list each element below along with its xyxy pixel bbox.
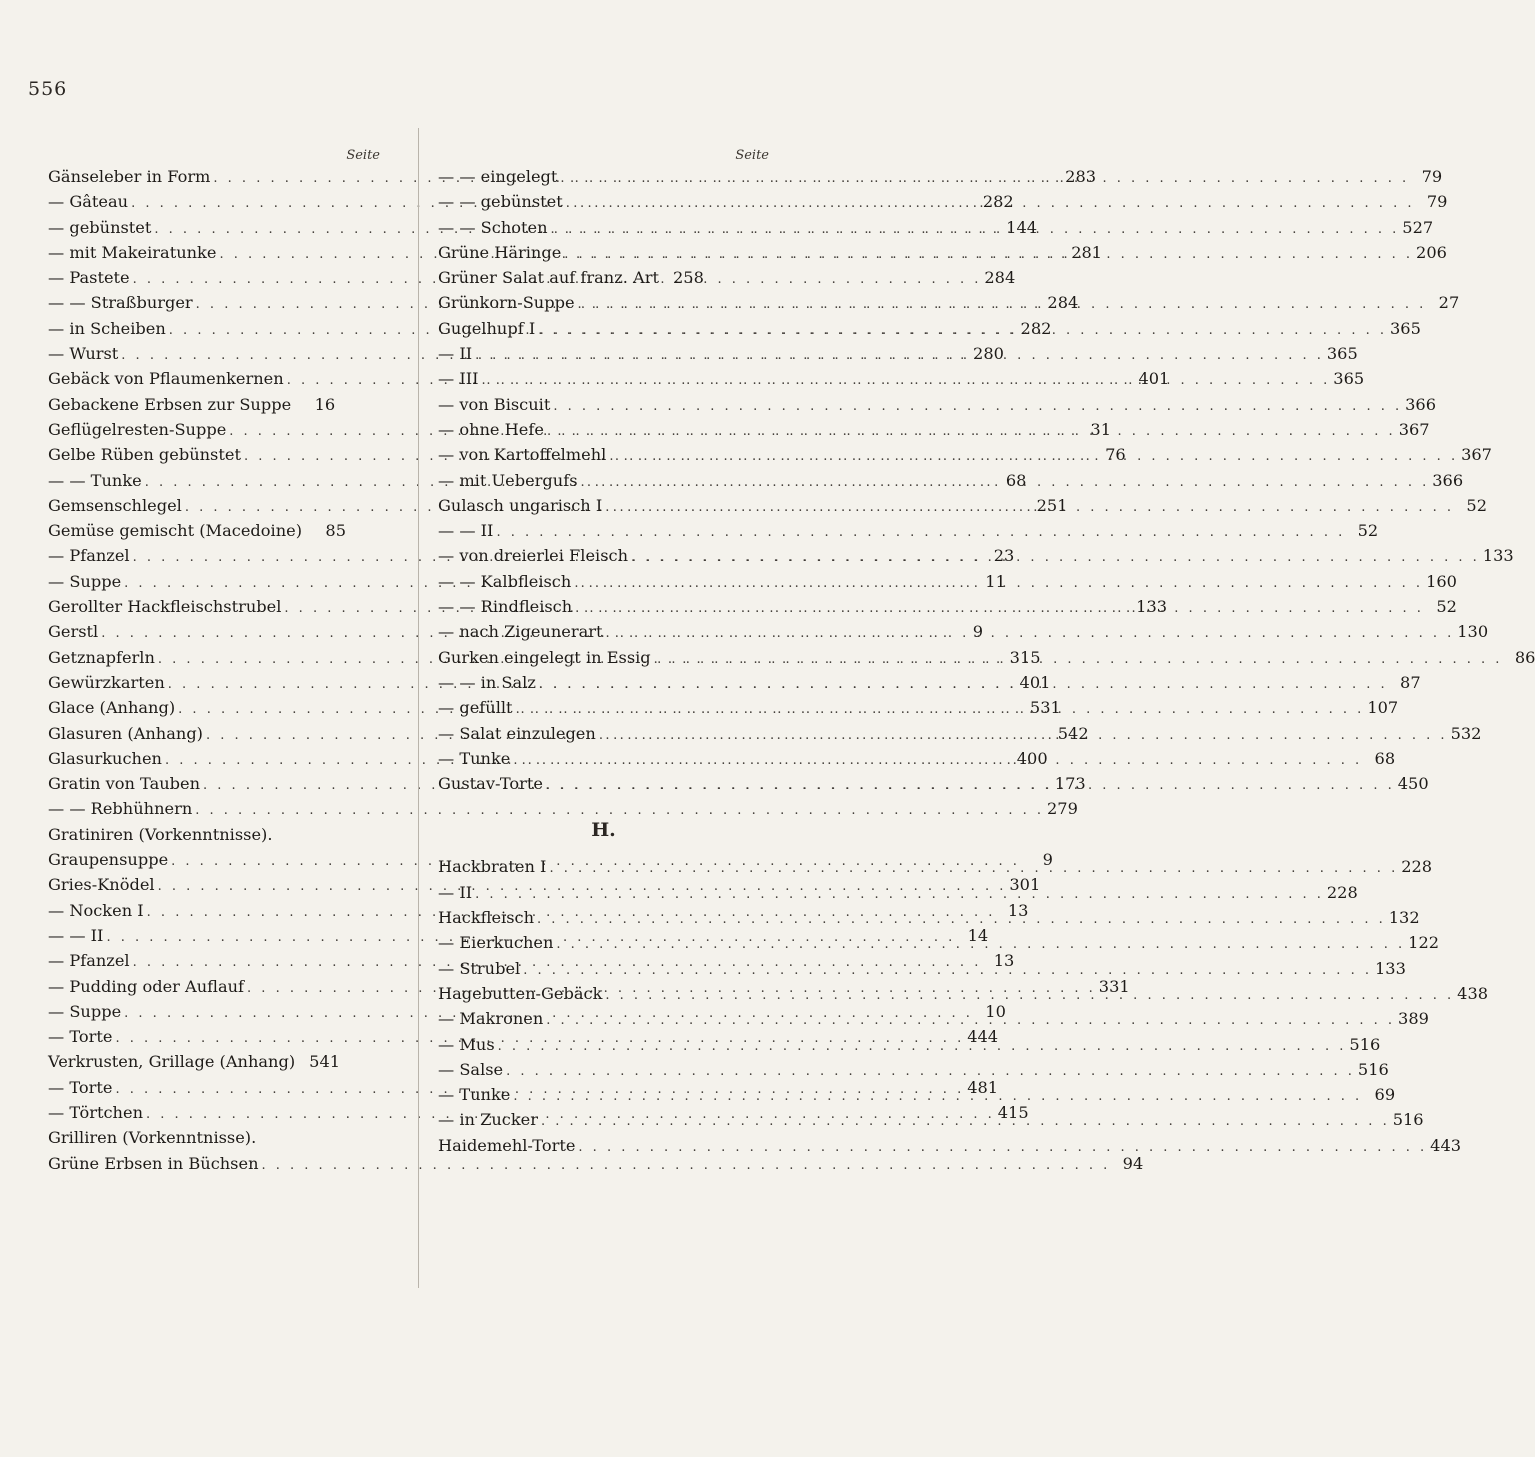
leader-dots bbox=[605, 495, 1454, 520]
entry-page: 133 bbox=[1374, 958, 1406, 978]
entry-page: 258 bbox=[672, 268, 704, 288]
leader-dots bbox=[560, 166, 1409, 191]
entry-page: 173 bbox=[1054, 774, 1086, 794]
entry-page: 10 bbox=[985, 1001, 1006, 1021]
entry-label: — Salse bbox=[438, 1059, 504, 1079]
entry-page: 283 bbox=[1065, 167, 1097, 186]
entry-label: Glasuren (Anhang) bbox=[48, 723, 203, 743]
entry-page: 516 bbox=[1349, 1034, 1381, 1054]
entry-page: 68 bbox=[1374, 748, 1396, 768]
entry-page: 284 bbox=[984, 268, 1016, 288]
leader-dots bbox=[605, 621, 1454, 646]
entry-page: 415 bbox=[997, 1102, 1029, 1122]
entry-page: 400 bbox=[1016, 748, 1048, 768]
entry-label: — Strubel bbox=[438, 958, 521, 978]
entry-page: 531 bbox=[1029, 698, 1061, 718]
leader-dots bbox=[578, 1135, 1427, 1160]
entry-page: 133 bbox=[1482, 546, 1514, 566]
entry-label: — von dreierlei Fleisch bbox=[438, 546, 629, 566]
index-entry bbox=[438, 619, 1489, 644]
entry-page: 133 bbox=[1136, 597, 1168, 617]
entry-page: 284 bbox=[1047, 293, 1079, 313]
entry-label: Gelbe Rüben gebünstet bbox=[48, 445, 241, 465]
entry-page: 76 bbox=[1105, 445, 1126, 465]
entry-label: — Nocken I bbox=[48, 900, 144, 920]
index-entry bbox=[48, 1151, 1144, 1176]
entry-label: — in Zucker bbox=[438, 1110, 538, 1130]
entry-label: Hackbraten I bbox=[438, 857, 547, 877]
entry-label: Gustav-Torte bbox=[438, 774, 543, 794]
entry-label: — — Rindfleisch bbox=[438, 597, 573, 617]
index-entry bbox=[438, 265, 769, 290]
entry-page: 9 bbox=[972, 622, 983, 642]
index-entry bbox=[48, 822, 380, 847]
entry-page: 251 bbox=[1036, 495, 1068, 515]
entry-label: — — II bbox=[438, 521, 494, 541]
entry-label: — Gâteau bbox=[48, 192, 129, 212]
entry-page: 9 bbox=[1042, 850, 1053, 870]
entry-page: 79 bbox=[1426, 192, 1448, 212]
entry-page: 282 bbox=[1020, 318, 1052, 338]
entry-page: 443 bbox=[1430, 1135, 1462, 1155]
entry-label: Gebackene Erbsen zur Suppe bbox=[48, 394, 292, 414]
leader-dots bbox=[498, 1034, 1347, 1059]
entry-label: — Suppe bbox=[48, 571, 122, 591]
leader-dots bbox=[553, 394, 1402, 419]
entry-page: 52 bbox=[1436, 597, 1457, 617]
entry-page: 280 bbox=[973, 344, 1004, 364]
index-entry bbox=[438, 956, 1406, 981]
leader-dots bbox=[482, 368, 1331, 393]
entry-page: 401 bbox=[1019, 672, 1051, 692]
leader-dots bbox=[475, 882, 1324, 907]
entry-label: Gulasch ungarisch I bbox=[438, 495, 603, 515]
entry-page: 366 bbox=[1432, 470, 1464, 490]
entry-label: — — Straßburger bbox=[48, 293, 193, 313]
entry-label: Gries-Knödel bbox=[48, 875, 155, 895]
entry-page: 282 bbox=[982, 192, 1014, 212]
leader-dots bbox=[654, 647, 1503, 672]
entry-label: Grüner Salat auf franz. Art bbox=[438, 268, 659, 288]
entry-page: 527 bbox=[1402, 217, 1434, 237]
leader-dots bbox=[523, 958, 1372, 983]
entry-page: 68 bbox=[1005, 470, 1027, 490]
index-entry bbox=[48, 1125, 380, 1150]
entry-label: — — Schoten bbox=[438, 217, 548, 237]
leader-dots bbox=[599, 723, 1448, 748]
index-entry bbox=[48, 796, 1078, 821]
entry-page: 301 bbox=[1009, 875, 1041, 895]
entry-page: 122 bbox=[1408, 933, 1440, 953]
entry-page: 87 bbox=[1400, 672, 1421, 692]
entry-page: 228 bbox=[1401, 857, 1433, 877]
entry-page: 79 bbox=[1421, 167, 1443, 186]
entry-page: 532 bbox=[1450, 723, 1482, 743]
entry-page: 52 bbox=[1466, 495, 1487, 515]
leader-dots bbox=[609, 444, 1458, 469]
entry-label: — — in Salz bbox=[438, 672, 536, 692]
leader-dots bbox=[564, 242, 1413, 267]
index-entry bbox=[438, 392, 1437, 417]
entry-label: — Törtchen bbox=[48, 1102, 143, 1122]
entry-label: — II bbox=[438, 882, 473, 902]
seite-header: Seite bbox=[735, 148, 769, 163]
entry-label: Hackfleisch bbox=[438, 908, 534, 928]
leader-dots bbox=[549, 856, 1398, 881]
entry-label: — gebünstet bbox=[48, 217, 152, 237]
entry-label: — nach Zigeunerart bbox=[438, 622, 603, 642]
leader-dots bbox=[496, 520, 1345, 545]
entry-page: 14 bbox=[967, 925, 989, 945]
entry-page: 94 bbox=[1122, 1153, 1144, 1173]
entry-page: 281 bbox=[1071, 242, 1103, 262]
leader-dots bbox=[574, 571, 1423, 596]
entry-page: 160 bbox=[1426, 571, 1457, 591]
entry-page: 228 bbox=[1326, 882, 1358, 902]
entry-page: 85 bbox=[325, 521, 347, 541]
entry-label: Gemsenschlegel bbox=[48, 495, 182, 515]
entry-label: — in Scheiben bbox=[48, 318, 166, 338]
leader-dots bbox=[578, 292, 1427, 317]
entry-page: 132 bbox=[1388, 908, 1420, 928]
entry-page: 13 bbox=[993, 951, 1015, 971]
leader-dots bbox=[551, 217, 1400, 242]
entry-page: 206 bbox=[1416, 242, 1447, 262]
entry-label: Grünkorn-Suppe bbox=[438, 293, 575, 313]
entry-label: — Suppe bbox=[48, 1001, 122, 1021]
entry-label: — III bbox=[438, 369, 479, 389]
leader-dots bbox=[566, 191, 1415, 216]
entry-page: 52 bbox=[1357, 521, 1379, 541]
entry-label: — — Tunke bbox=[48, 470, 142, 490]
entry-label: Gemüse gemischt (Macedoine) bbox=[48, 521, 303, 541]
entry-label: Gratiniren (Vorkenntnisse). bbox=[48, 824, 273, 844]
entry-label: Gebäck von Pflaumenkernen bbox=[48, 369, 284, 389]
entry-page: 365 bbox=[1333, 369, 1365, 389]
leader-dots bbox=[541, 1109, 1390, 1134]
entry-label: Grüne Häringe bbox=[438, 242, 562, 262]
entry-page: 367 bbox=[1398, 419, 1430, 439]
column-divider bbox=[418, 128, 419, 1288]
index-entry bbox=[48, 518, 380, 543]
leader-dots bbox=[506, 1059, 1355, 1084]
leader-dots bbox=[546, 773, 1395, 798]
entry-page: 366 bbox=[1405, 394, 1437, 414]
entry-label: — — Rebhühnern bbox=[48, 799, 193, 819]
leader-dots bbox=[513, 748, 1362, 773]
leader-dots bbox=[475, 343, 1324, 368]
entry-page: 144 bbox=[1006, 217, 1038, 237]
entry-label: — II bbox=[438, 344, 473, 364]
leader-dots bbox=[581, 470, 1430, 495]
entry-page: 315 bbox=[1009, 647, 1041, 667]
entry-page: 444 bbox=[967, 1027, 999, 1047]
entry-label: — Torte bbox=[48, 1077, 113, 1097]
entry-label: — Torte bbox=[48, 1027, 113, 1047]
entry-label: — gefüllt bbox=[438, 698, 513, 718]
entry-page: 516 bbox=[1392, 1110, 1424, 1130]
leader-dots bbox=[513, 1084, 1362, 1109]
index-entry bbox=[438, 854, 1433, 879]
entry-page: 23 bbox=[993, 546, 1015, 566]
index-entry bbox=[48, 392, 380, 417]
leader-dots bbox=[547, 419, 1396, 444]
entry-label: — Makronen bbox=[438, 1009, 544, 1029]
entry-page: 481 bbox=[967, 1077, 999, 1097]
entry-label: Glasurkuchen bbox=[48, 748, 162, 768]
index-entry bbox=[438, 1133, 1462, 1158]
entry-page: 541 bbox=[309, 1052, 341, 1072]
entry-page: 69 bbox=[1374, 1085, 1396, 1105]
page-number: 556 bbox=[28, 78, 68, 100]
entry-label: Gratin von Tauben bbox=[48, 774, 201, 794]
entry-page: 86 bbox=[1514, 647, 1535, 667]
entry-page: 13 bbox=[1007, 900, 1029, 920]
leader-dots bbox=[546, 1008, 1395, 1033]
index-entry bbox=[48, 1049, 380, 1074]
entry-label: — — eingelegt bbox=[438, 167, 558, 186]
entry-page: 11 bbox=[985, 571, 1006, 591]
entry-page: 389 bbox=[1398, 1009, 1429, 1029]
entry-page: 367 bbox=[1461, 445, 1492, 465]
entry-page: 401 bbox=[1138, 369, 1170, 389]
entry-label: — von Biscuit bbox=[438, 394, 551, 414]
entry-page: 331 bbox=[1098, 976, 1130, 996]
entry-page: 130 bbox=[1457, 622, 1489, 642]
entry-page: 438 bbox=[1457, 983, 1489, 1003]
entry-label: — Salat einzulegen bbox=[438, 723, 596, 743]
entry-label: — — II bbox=[48, 925, 104, 945]
entry-label: Gänseleber in Form bbox=[48, 167, 211, 186]
entry-label: Grüne Erbsen in Büchsen bbox=[48, 1153, 259, 1173]
entry-label: — — gebünstet bbox=[438, 192, 563, 212]
entry-label: — Tunke bbox=[438, 1085, 511, 1105]
leader-dots bbox=[537, 907, 1386, 932]
entry-label: — ohne Hefe bbox=[438, 419, 544, 439]
index-entry bbox=[438, 1057, 1389, 1082]
leader-dots bbox=[516, 697, 1365, 722]
entry-label: Gugelhupf I bbox=[438, 318, 536, 338]
entry-page: 365 bbox=[1326, 344, 1358, 364]
entry-label: Getznapferln bbox=[48, 647, 155, 667]
entry-label: — Tunke bbox=[438, 748, 511, 768]
entry-label: Gerstl bbox=[48, 622, 99, 642]
entry-label: — Wurst bbox=[48, 344, 119, 364]
entry-label: Verkrusten, Grillage (Anhang) bbox=[48, 1052, 296, 1072]
entry-label: Hagebutten-Gebäck bbox=[438, 983, 603, 1003]
leader-dots bbox=[538, 318, 1387, 343]
entry-label: Haidemehl-Torte bbox=[438, 1135, 576, 1155]
index-entry bbox=[438, 518, 1379, 543]
entry-label: — Pudding oder Auflauf bbox=[48, 976, 245, 996]
entry-page: 16 bbox=[314, 394, 336, 414]
entry-page: 31 bbox=[1090, 419, 1112, 439]
entry-label: Gurken eingelegt in Essig bbox=[438, 647, 651, 667]
entry-page: 542 bbox=[1057, 723, 1089, 743]
leader-dots bbox=[605, 983, 1454, 1008]
entry-label: — Eierkuchen bbox=[438, 933, 554, 953]
entry-label: — von Kartoffelmehl bbox=[438, 445, 607, 465]
entry-label: Gerollter Hackfleischstrubel bbox=[48, 597, 282, 617]
leader-dots bbox=[556, 932, 1405, 957]
entry-label: Geflügelresten-Suppe bbox=[48, 419, 227, 439]
entry-label: — — Kalbfleisch bbox=[438, 571, 572, 591]
entry-label: — Pfanzel bbox=[48, 951, 130, 971]
section-letter: H. bbox=[591, 819, 616, 842]
entry-page: 450 bbox=[1397, 774, 1429, 794]
entry-page: 279 bbox=[1047, 799, 1078, 819]
leader-dots bbox=[575, 596, 1424, 621]
entry-label: Gewürzkarten bbox=[48, 672, 165, 692]
entry-label: — mit Uebergufs bbox=[438, 470, 578, 490]
entry-page: 107 bbox=[1367, 698, 1399, 718]
entry-label: — mit Makeiratunke bbox=[48, 242, 217, 262]
entry-label: — Pastete bbox=[48, 268, 130, 288]
entry-label: Grilliren (Vorkenntnisse). bbox=[48, 1128, 257, 1148]
entry-label: — Mus bbox=[438, 1034, 495, 1054]
leader-dots bbox=[539, 672, 1388, 697]
entry-page: 365 bbox=[1389, 318, 1421, 338]
index-entry bbox=[438, 905, 1420, 930]
seite-header: Seite bbox=[346, 148, 380, 163]
entry-label: Graupensuppe bbox=[48, 850, 169, 870]
leader-dots bbox=[631, 545, 1480, 570]
entry-label: — Pfanzel bbox=[48, 546, 130, 566]
entry-page: 27 bbox=[1438, 293, 1460, 313]
entry-page: 516 bbox=[1357, 1059, 1389, 1079]
entry-label: Glace (Anhang) bbox=[48, 698, 176, 718]
